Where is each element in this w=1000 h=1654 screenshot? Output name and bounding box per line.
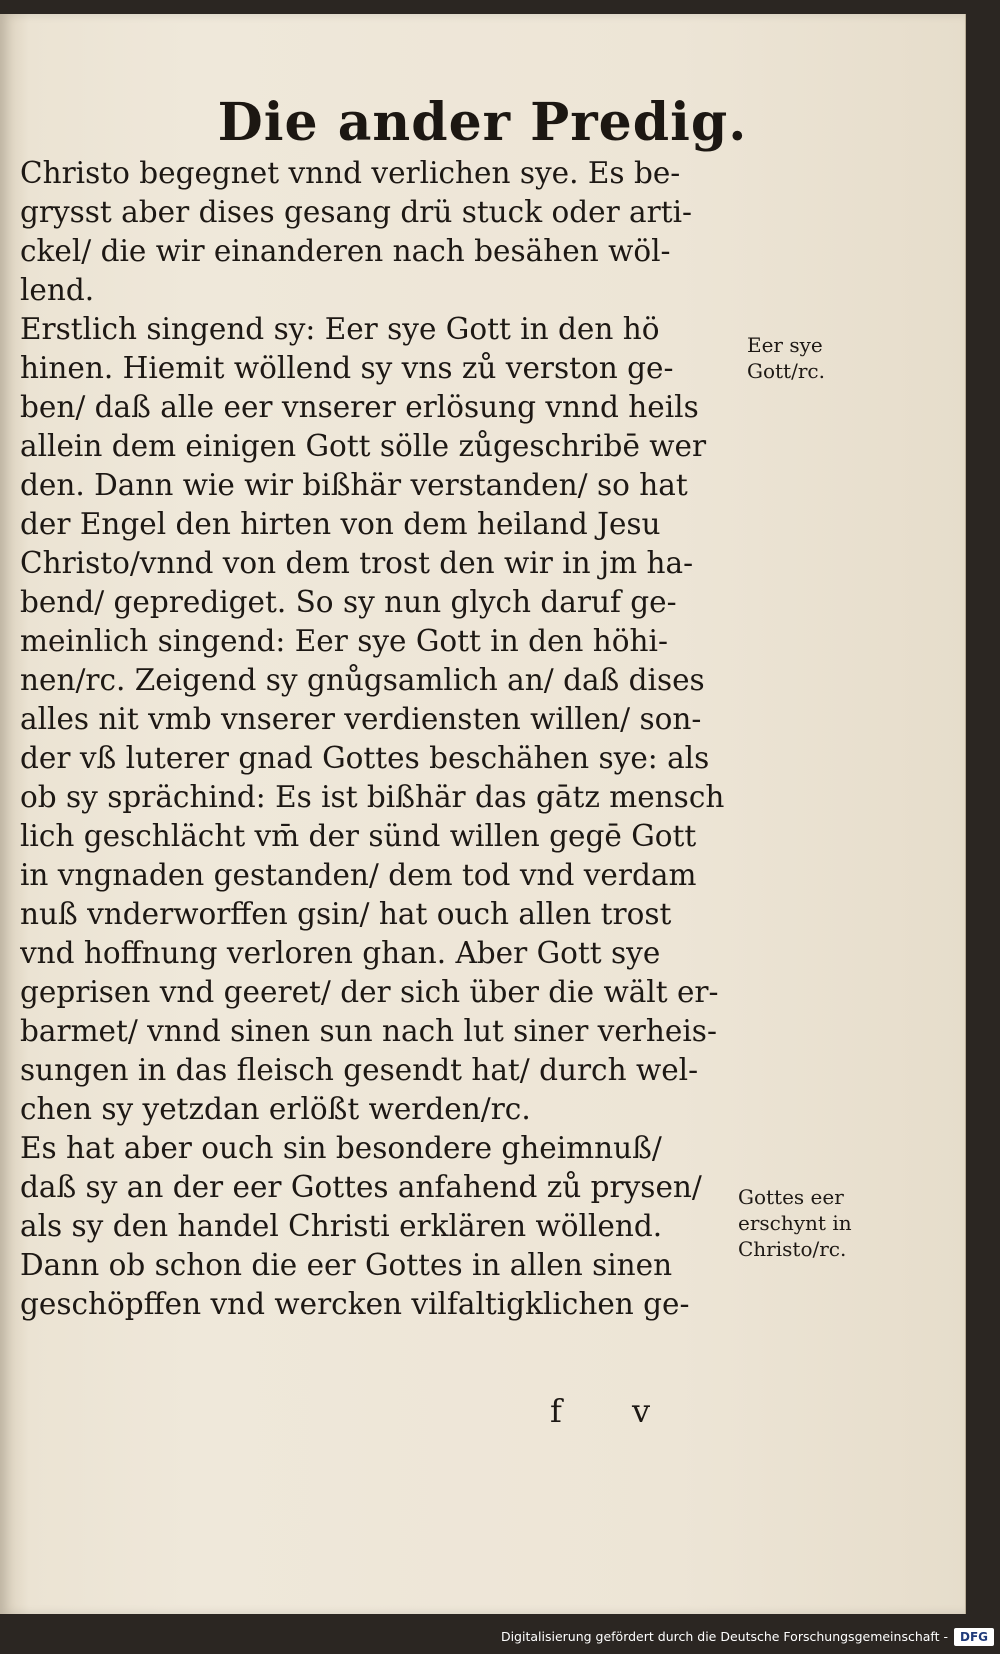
margin-note (747, 332, 825, 384)
margin-note-line: Gottes eer (738, 1185, 844, 1209)
text-line: geprisen vnd geeret/ der sich über die wält er- (20, 975, 719, 1009)
margin-note-line: Christo/rc. (738, 1237, 847, 1261)
text-line: Christo/vnnd von dem trost den wir in jm ha- (20, 546, 694, 580)
text-line: ob sy sprächind: Es ist bißhär das gātz mensch (20, 780, 725, 814)
text-line: lich geschlächt vm̄ der sünd willen gegē Gott (20, 819, 697, 853)
margin-note-line: Eer sye (747, 333, 823, 357)
text-line: nuß vnderworffen gsin/ hat ouch allen trost (20, 897, 672, 931)
text-line: hinen. Hiemit wöllend sy vns zů verston ge- (20, 351, 674, 385)
footer-bar (0, 1614, 1000, 1654)
text-line: meinlich singend: Eer sye Gott in den höhi- (20, 624, 668, 658)
text-line: den. Dann wie wir bißhär verstanden/ so hat (20, 468, 688, 502)
text-line: grysst aber dises gesang drü stuck oder arti- (20, 195, 692, 229)
margin-note-line: erschynt in (738, 1211, 852, 1235)
text-line: daß sy an der eer Gottes anfahend zů prysen/ (20, 1170, 702, 1204)
text-line: nen/rc. Zeigend sy gnůgsamlich an/ daß dises (20, 663, 705, 697)
running-header: Die ander Predig. (217, 92, 748, 153)
text-line: ben/ daß alle eer vnserer erlösung vnnd heils (20, 390, 699, 424)
funding-credit: Digitalisierung gefördert durch die Deutsche Forschungsgemeinschaft - (500, 1629, 948, 1644)
text-line: ckel/ die wir einanderen nach besähen wöl- (20, 234, 671, 268)
text-line: lend. (20, 273, 95, 307)
text-line: alles nit vmb vnserer verdiensten willen/ son- (20, 702, 702, 736)
signature-mark: f v (550, 1392, 681, 1430)
text-line: barmet/ vnnd sinen sun nach lut siner verheis- (20, 1014, 717, 1048)
margin-note-line: Gott/rc. (747, 359, 825, 383)
text-line: geschöpffen vnd wercken vilfaltigklichen ge- (20, 1287, 690, 1321)
text-line: der vß luterer gnad Gottes beschähen sye: als (20, 741, 710, 775)
margin-note (738, 1184, 852, 1262)
text-line: Dann ob schon die eer Gottes in allen sinen (20, 1248, 673, 1282)
text-line: der Engel den hirten von dem heiland Jesu (20, 507, 661, 541)
text-line: als sy den handel Christi erklären wöllend. (20, 1209, 663, 1243)
text-line: chen sy yetzdan erlößt werden/rc. (20, 1092, 531, 1126)
body-text (20, 154, 732, 1324)
text-line: vnd hoffnung verloren ghan. Aber Gott sye (20, 936, 661, 970)
text-line: allein dem einigen Gott sölle zůgeschribē wer (20, 429, 707, 463)
text-line: Erstlich singend sy: Eer sye Gott in den hö (20, 312, 660, 346)
text-line: in vngnaden gestanden/ dem tod vnd verdam (20, 858, 697, 892)
text-line: sungen in das fleisch gesendt hat/ durch wel- (20, 1053, 699, 1087)
text-line: bend/ geprediget. So sy nun glych daruf ge- (20, 585, 677, 619)
dfg-logo: DFG (954, 1628, 994, 1646)
text-line: Christo begegnet vnnd verlichen sye. Es be- (20, 156, 681, 190)
text-line: Es hat aber ouch sin besondere gheimnuß/ (20, 1131, 662, 1165)
book-page (0, 14, 966, 1614)
